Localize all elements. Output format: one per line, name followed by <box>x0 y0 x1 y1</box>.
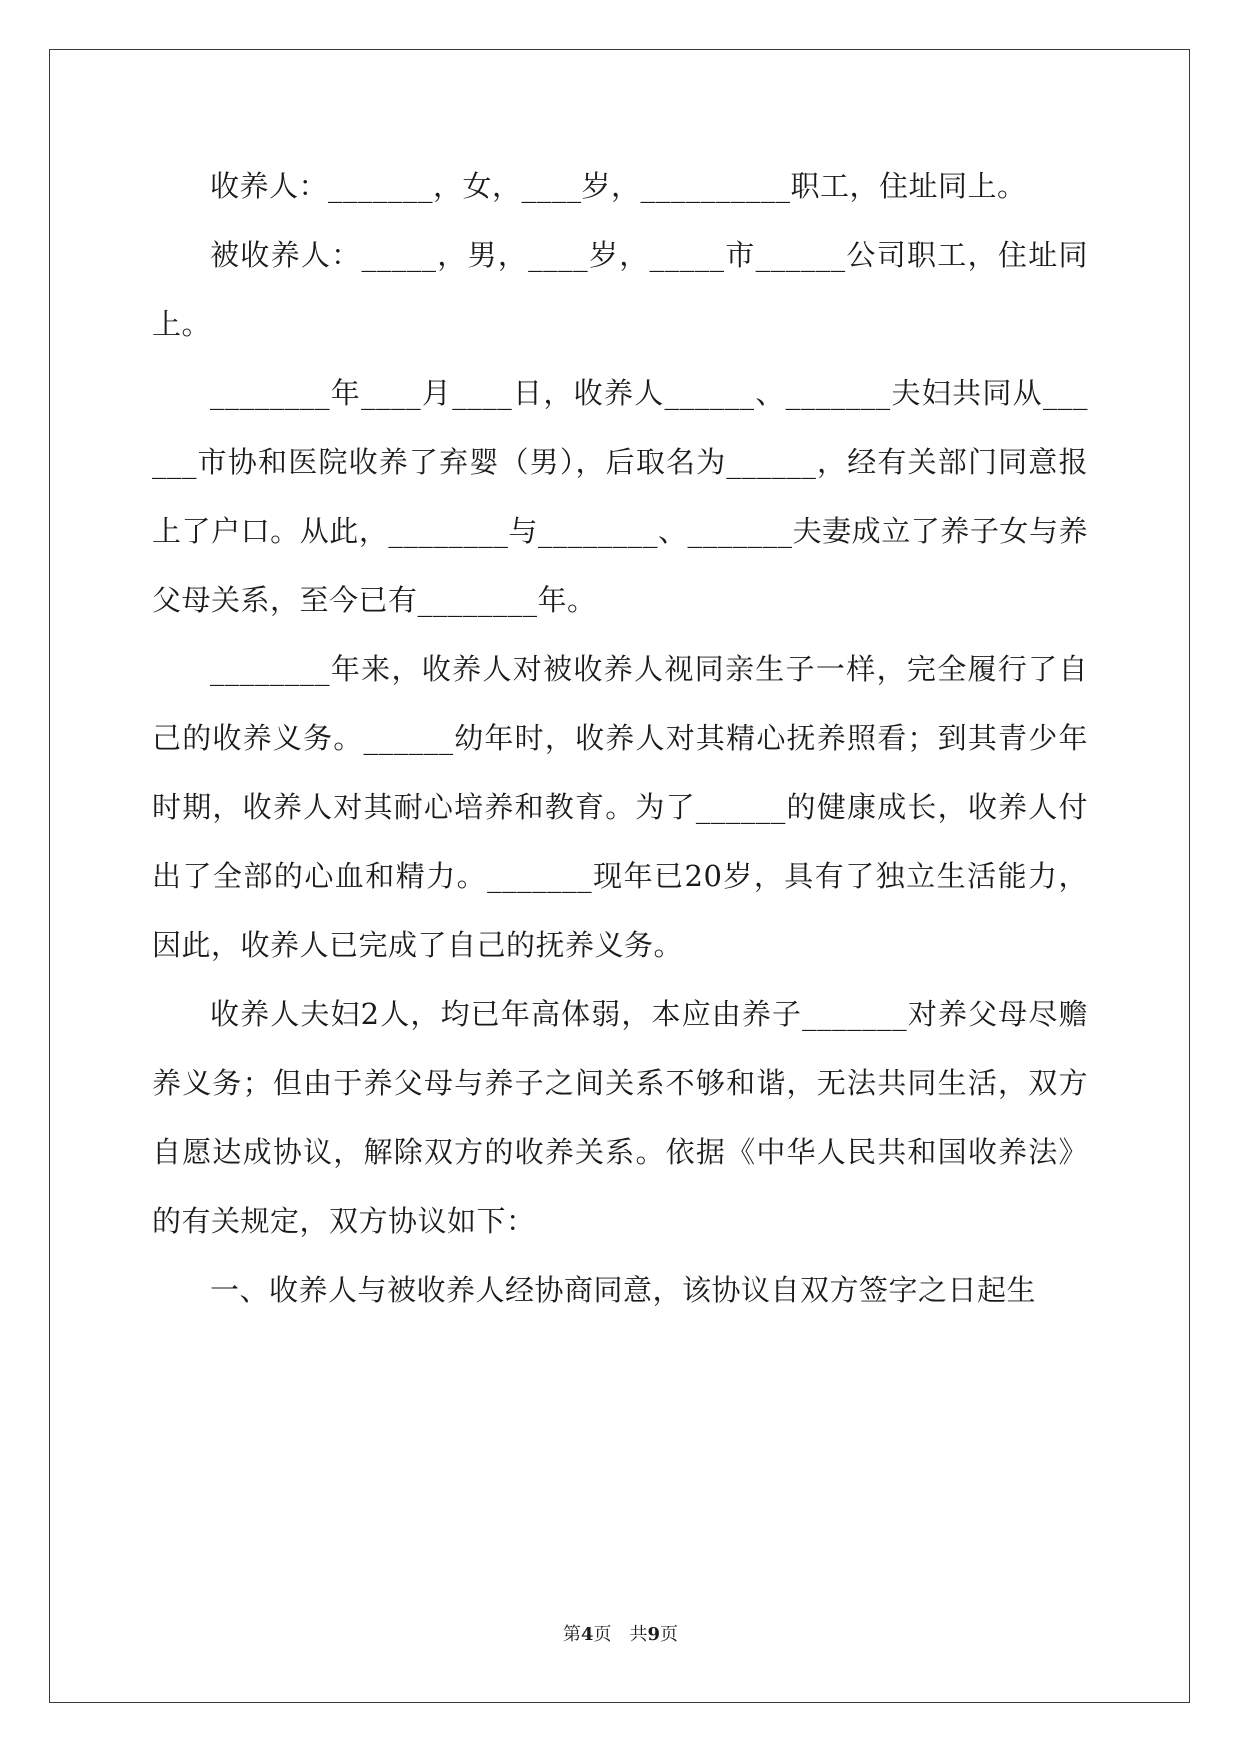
total-suffix: 页 <box>660 1624 679 1645</box>
document-body <box>152 152 1088 1325</box>
paragraph-agreement-basis: 收养人夫妇2人，均已年高体弱，本应由养子_______对养父母尽赡养义务；但由于养父母与养子之间关系不够和谐，无法共同生活，双方自愿达成协议，解除双方的收养关系。依据《中华人民共和国收养法》的有关规定，双方协议如下： <box>152 997 1088 1238</box>
total-prefix: 共 <box>629 1624 648 1645</box>
paragraph-adoption-history: ________年____月____日，收养人______、_______夫妇共同从______市协和医院收养了弃婴（男），后取名为______，经有关部门同意报上了户口。从此，________与________、_______夫妻成立了养子女与养父母关系，至今已有________年。 <box>152 376 1088 617</box>
page-prefix: 第 <box>562 1624 581 1645</box>
total-pages: 9 <box>647 1624 661 1645</box>
page-number: 4 <box>580 1624 594 1645</box>
paragraph-adopter: 收养人：_______，女，____岁，__________职工，住址同上。 <box>210 169 1027 203</box>
paragraph-adoptee: 被收养人：_____，男，____岁，_____市______公司职工，住址同上。 <box>152 238 1088 341</box>
paragraph-upbringing: ________年来，收养人对被收养人视同亲生子一样，完全履行了自己的收养义务。______幼年时，收养人对其精心抚养照看；到其青少年时期，收养人对其耐心培养和教育。为了______的健康成长，收养人付出了全部的心血和精力。_______现年已20岁，具有了独立生活能力，因此，收养人已完成了自己的抚养义务。 <box>152 652 1088 962</box>
page-footer <box>0 1620 1241 1646</box>
page-suffix: 页 <box>593 1624 612 1645</box>
paragraph-clause-one: 一、收养人与被收养人经协商同意，该协议自双方签字之日起生 <box>210 1273 1037 1307</box>
